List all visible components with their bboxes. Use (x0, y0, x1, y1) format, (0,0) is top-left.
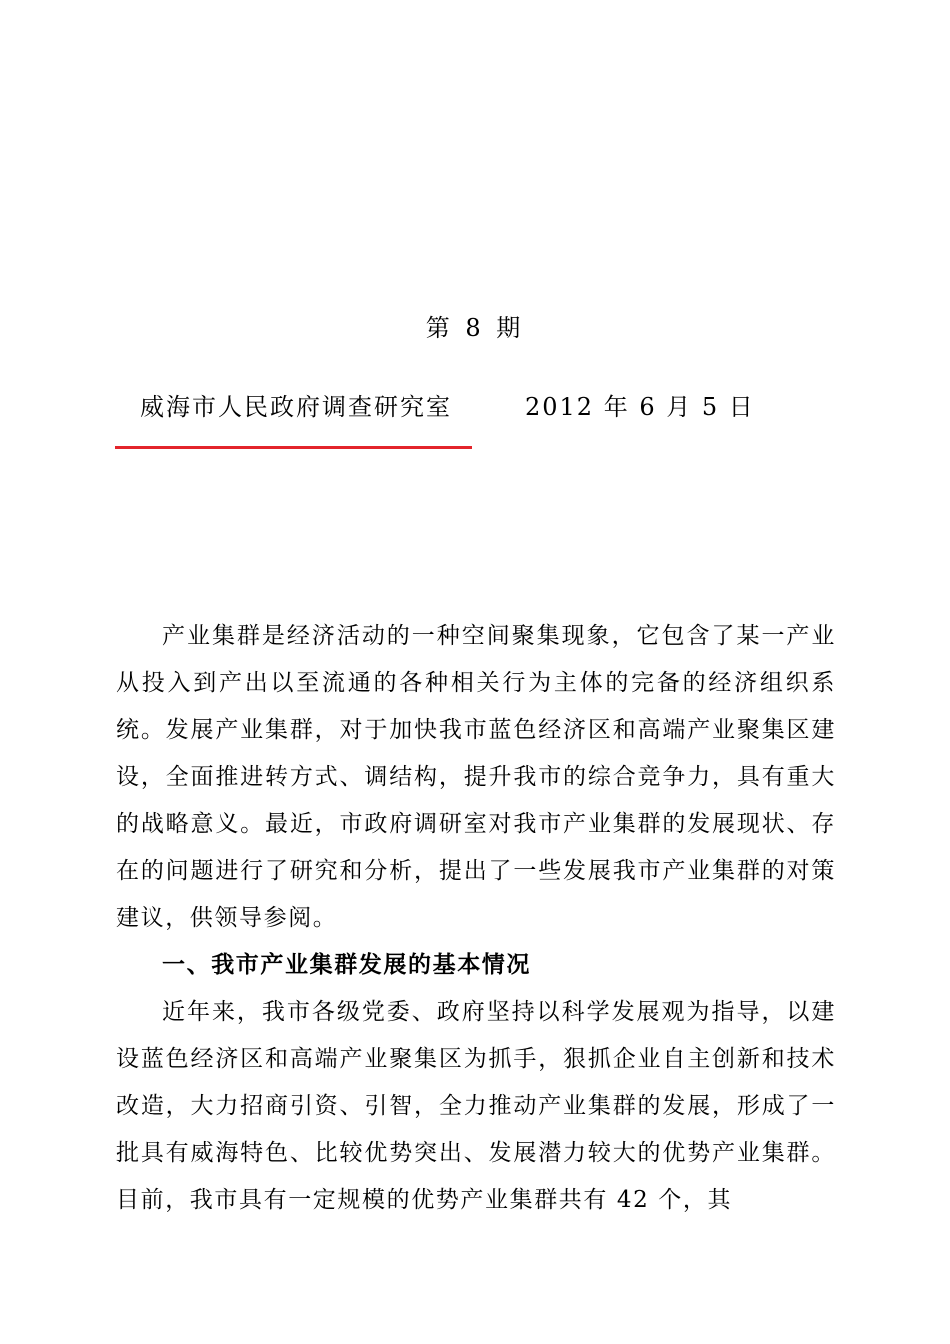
section-paragraph: 近年来，我市各级党委、政府坚持以科学发展观为指导，以建设蓝色经济区和高端产业聚集区为抓手，狠抓企业自主创新和技术改造，大力招商引资、引智，全力推动产业集群的发展，形成了一批具有威海特色、比较优势突出、发展潜力较大的优势产业集群。目前，我市具有一定规模的优势产业集群共有 42 个，其 (116, 999, 836, 1213)
red-divider-rule (115, 446, 472, 449)
issuing-organization: 威海市人民政府调查研究室 (140, 393, 452, 421)
issue-date: 2012 年 6 月 5 日 (525, 393, 755, 421)
intro-paragraph: 产业集群是经济活动的一种空间聚集现象，它包含了某一产业从投入到产出以至流通的各种相关行为主体的完备的经济组织系统。发展产业集群，对于加快我市蓝色经济区和高端产业聚集区建设，全面推进转方式、调结构，提升我市的综合竞争力，具有重大的战略意义。最近，市政府调研室对我市产业集群的发展现状、存在的问题进行了研究和分析，提出了一些发展我市产业集群的对策建议，供领导参阅。 (116, 623, 836, 931)
document-body (116, 613, 836, 1224)
issue-number: 第 8 期 (425, 314, 525, 342)
section-heading: 一、我市产业集群发展的基本情况 (162, 952, 531, 978)
